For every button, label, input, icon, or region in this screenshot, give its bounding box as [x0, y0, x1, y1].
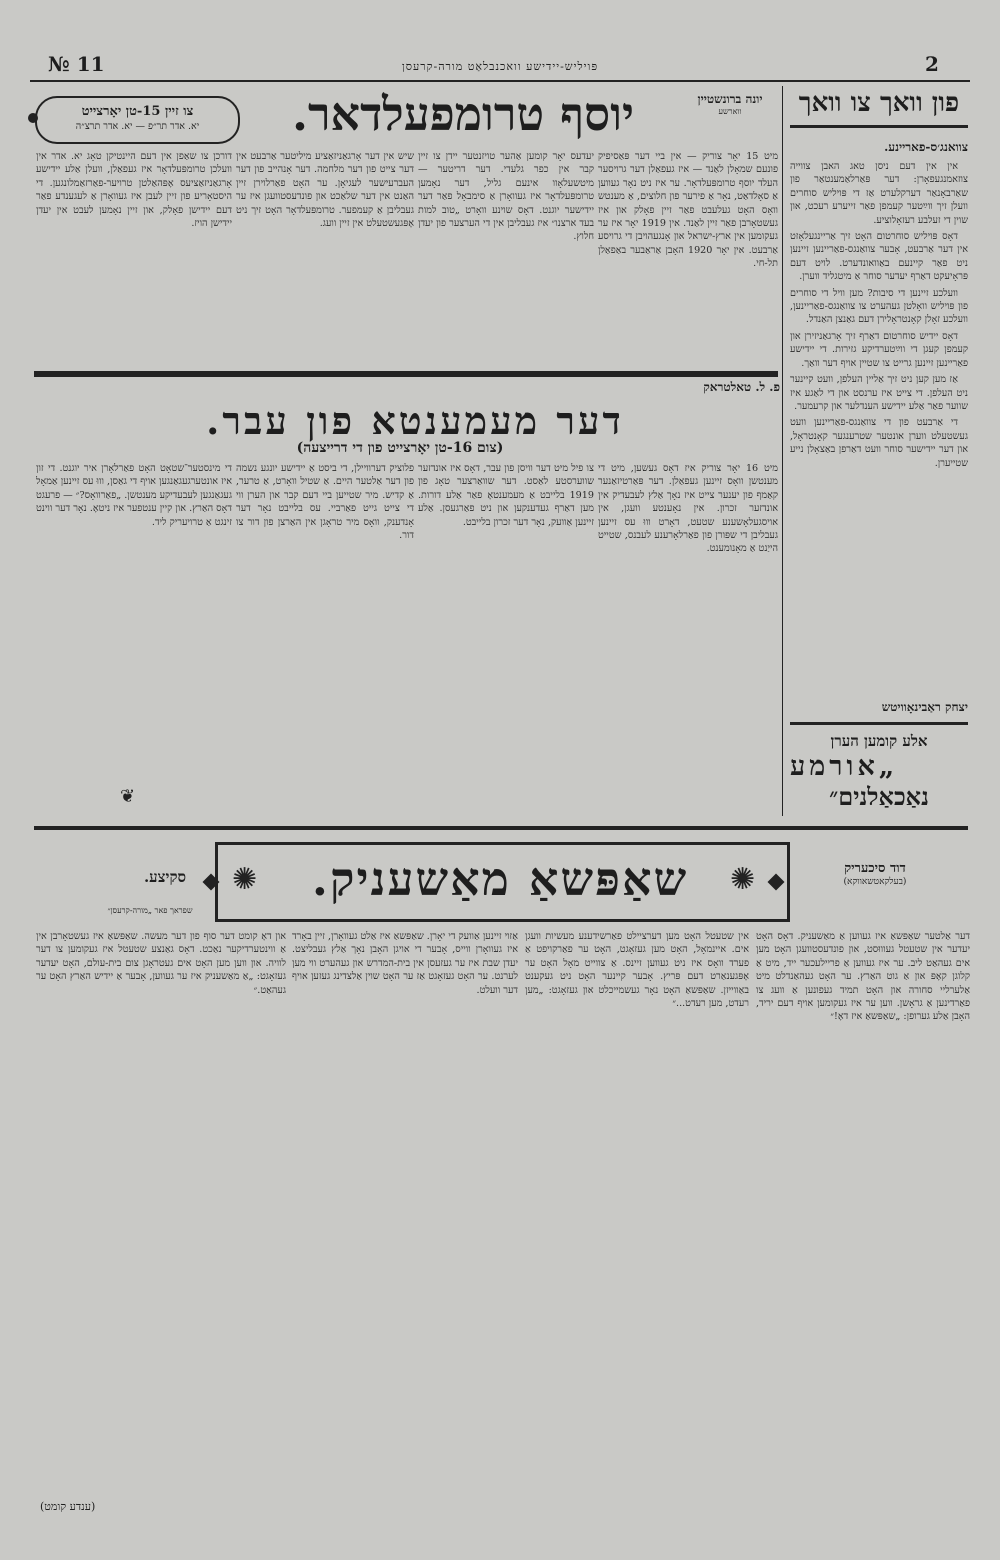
story-author: דוד סיכעריק	[844, 861, 906, 876]
trumpeldor-col-3: שיש אין דער אָרגאַניזאַציע מיליטער אַרבעט אין דער צייט פון דער מלחמה. דער אָנהייב פון דער העברעישער לעגיאָן. ער האָט פאַרלוירן זיין האַנט אין דער שלאַכט און פונדעסטוועגן איז ער געבליבן אַ קעמפער. טרומפּעלדאָר האָט זיך ניט אָפּגעשטעלט אין זיין וועג.	[236, 151, 414, 230]
weekly-column-subtitle: צוואנג׳ס-פאריינע.	[884, 140, 968, 154]
story-col-2: אין שטעטל האָט מען דערציילט פאַרשידענע מעשיות וועגן אים. איינמאָל, האָט מען געזאָגט, האָט ער פאַרקויפט אַ פערד וואָס איז ניט געווען זיינס. אַ צווייט מאָל האָט ער אָפּגענאַרט דעם פּריץ. אָבער קיינער האָט ניט געקענט באַווייזן. שאַפּשאַ האָט נאָר געשמייכלט און געזאָגט: „מען רעדט, מען רעדט...״	[525, 931, 749, 1010]
paragraph: דאָס יידיש סוחרטום דאַרף זיך אָרגאַניזירן און קעמפן קעגן די ווײַטערדיקע גזירות. די יידישע פאַריינען זיינען גרייט צו שטיין אויף דער וואַך.	[790, 330, 968, 369]
weekly-column-title: פון וואך צו וואך	[798, 88, 960, 118]
paragraph: אַז מען קען ניט זיך אַליין העלפן, וועט קיינער ניט העלפן. די צייט איז ערנסט און די לאַגע איז שווער פאַר אַלע יידישע הענדלער און קרעמער.	[790, 374, 968, 412]
memento-col-1: מיט 16 יאָר צוריק איז דאָס געשען, מיט די מענטשן וואָס זיינען געפאַלן. דער פּאַרטיזאַנער קאַמף פון יענער צייט איז נאָך אַלץ לעבעדיק אין אונדזער זכרון. אין נאָענטע וועגן, אין אויסגעלאָשענע שטעט, דאָרט וווּ עס זיינען געבליבן די שפּורן פון פאַרלאָרענע לעבנס, שטייט הייַנט אַ מאָנומענט.	[598, 463, 778, 555]
byline-name: יונה ברונשטיין	[697, 92, 763, 106]
memento-col-2: צו פיל מיט דער וויסן פון עבר, דאָס איז אונדזער שווערסטע לאַסט. דער שוואַרצער טאָג פון 1919 בלייבט אַ מעמענטאָ פאַר אַלע דורות. מען דאַרף געדענקען און ניט פאַרגעסן. אַלע זיינען אַוועק, נאָר דער זכרון בלייבט.	[418, 463, 594, 528]
ad-line-2: „אורמע	[790, 751, 899, 782]
column-divider	[782, 86, 783, 816]
story-byline	[800, 860, 950, 887]
weekly-column-header	[790, 88, 968, 128]
story-title: שאַפּשאַ מאַשעניק.	[311, 852, 689, 906]
trumpeldor-col-1: מיט 15 יאָר צוריק — אין ביי דער פּאַסיפיק פונעם שמאָלן לאַנד — איז געפאַלן דער גרויסער העלד יוסף טרומפּעלדאָר. ער איז ניט נאָר געווען אַ סאָלדאַט, נאָר אַ פירער פון חלוצים, אַ מענטש וואָס האָט געלעבט פאַר זיין פאָלק און איז געשטאָרבן פאַר זיין לאַנד. אין 1919 יאָר איז ער געקומען אין ארץ-ישראל און אָנגעהויבן די גרויסע אַרבעט. אין יאָר 1920 האָבן אַראַבער באַפאַלן תל-חי.	[598, 151, 778, 270]
weekly-column-body	[790, 160, 968, 695]
paragraph: די אַרבעט פון די צוואַנגס-פאַריינען וועט געשטעלט ווערן אונטער שטרענגער קאָנטראָל, און דער יידישער סוחר וועט דאַרפן באַצאָלן נייע שטייערן.	[790, 417, 968, 469]
story-col-1: דער אַלטער שאַפּשאַ איז געווען אַ מאַשעניק. דאָס האָט יעדער אין שטעטל געוווּסט, און פונדעסטוועגן האָט מען אים געהאַט ליב. ער איז געווען אַ פריילעכער ייד, מיט אַ קלוגן קאָפּ און אַ גוט האַרץ. ער האָט געהאַנדלט מיט אַלערליי סחורה און האָט תמיד געפונען אַ וועג צו פאַרדינען אַ גראָשן. ווען ער איז געקומען אויף דעם יריד, האָבן אַלע גערופן: „שאַפּשאַ איז דאָ!״	[756, 931, 970, 1023]
byline-city: ווארשע	[718, 107, 742, 116]
ad-line-1: אלע קומען הערן	[830, 732, 928, 750]
paragraph: אין אין דעם ניסן טאג האבן צווייה צוזאמנגעפאָרן: דער פּאַרלאַמענטאַר פון שאַרבאָנאַר דערקלערט אַז די פּויליש סוחרים וועלן זיך ווײַטער קעמפן פאַר זייערע רעכט, און שוין די זעלבע רעזאָלוציע.	[790, 161, 968, 226]
header-rule	[30, 80, 970, 82]
story-closing: (ענדע קומט)	[40, 1500, 96, 1513]
paragraph: וועלכע זיינען די סיבות? מען וויל די סוחרים פון פּויליש וואָלטן געהערט צו צוואַנגס-פאַריינען, וועלכע זאָלן קאָנטראָלירן דעם גאַנצן האַנדל.	[790, 287, 968, 326]
story-note: שפראך פאר „מורה-קרעסן״	[107, 906, 193, 915]
paragraph: דאָס פּויליש סוחרטום האָט זיך אַריינגעלאָזט אין דער אַרבעט, אָבער צוואַנגס-פאַריינען זיינען ניט פאַר קיינעם באַוואונדערט. לויט דעם פּראָיעקט דאַרף יעדער סוחר אַ מיטגליד ווערן.	[790, 231, 968, 283]
yahrzeit-side-box	[35, 96, 240, 144]
weekly-column-signature: יצחק ראַבינאָוויטש	[881, 700, 968, 714]
yahrzeit-line-2: יא. אדר תר״פ — יא. אדר תרצ״ה	[75, 121, 200, 132]
ad-line-3: נאַכאַלנים״	[829, 782, 929, 811]
star-ornament-icon: ✺	[232, 862, 258, 897]
trumpeldor-byline	[680, 92, 780, 116]
bullet-ornament	[28, 113, 38, 123]
section-rule	[34, 371, 778, 377]
trumpeldor-col-4: דורכן צו שאַפן אין דעם היינטיקן טאָג יא. אדר אין וועלכן טרומפּעלדאָר איז געפאַלן, וועלן אַלע יידישע אָרגאַניזאַציעס אָפּהאַלטן טרויער-פאַרזאַמלונגען. די היסטאָריע פון זיין לעבן איז געוואָרן אַ לעגענדע פאַר דעם יידישן פאָלק, און זיין נאָמען לעבט אין יעדן יידישן הויז.	[36, 151, 232, 230]
story-col-3: אַזוי זיינען אַוועק די יאָרן. שאַפּשאַ איז אַלט געוואָרן, זיין באָרד איז געוואָרן ווייס, אָבער די אויגן האָבן נאָך אַלץ געבליצט. יעדן שבת איז ער געזעסן אין בית-המדרש און געהערט ווי מען לערנט. ער האָט געזאָגט אַז ער האָט שוין אַלצדינג געזען אויף דער וועלט.	[292, 931, 518, 996]
memento-title: דער מעמענטא פון עבר.	[206, 398, 624, 443]
weekly-column-rule	[790, 722, 968, 725]
star-ornament-icon: ✺	[730, 862, 756, 897]
memento-col-3: פלוציק דערוויילן, די ביסט אַ יידישע יונגע נשמה פון דער אַלטער היים. אַ שטיל וואָרט, אַ טרער, אַ קדיש. מיר שטייען ביי דעם קבר און הערן ווי די צייט גייט פאַרביי. עס בלייבט נאָר דער אָנדענק, וואָס מיר טראָגן אין האַרצן פון דור צו דור.	[236, 463, 414, 542]
yahrzeit-line-1: צו זיין 15-טן יאָרצייט	[81, 104, 194, 119]
issue-number: № 11	[48, 52, 105, 76]
masthead: פּויליש-יידישע וואכנבלאַט מורה-קרעסן	[401, 60, 599, 73]
divider-ornament-icon: ❦	[120, 786, 136, 807]
story-genre: סקיצע.	[143, 868, 187, 886]
memento-col-4: די מינסטער־שטאָט האָט פאַרלאָרן איר יוגנט. די זון איז אונטערגעגאַנגען אויף די גאַסן, וווּ עס זיינען אַמאָל געגאַנגען לעבעדיקע מענטשן. „פאַרוואָס?״ — פרעגט דאָס האַרץ. און קיין ענטפער איז ניטאָ. נאָר דער ווינט זינגט אַ טרויעריק ליד.	[36, 463, 232, 528]
trumpeldor-title: יוסף טרומפעלדאר.	[291, 87, 635, 141]
memento-subtitle: (צום 16-טן יאָרצייט פון די דרייצעה)	[296, 440, 504, 456]
story-col-4: און דאָ קומט דער סוף פון דער מעשה. שאַפּשאַ איז געשטאָרבן אין אַ ווינטערדיקער נאַכט. דאָס גאַנצע שטעטל איז געקומען צו דער לוויה. און ווען מען האָט אים געטראָגן צום בית-עולם, האָט יעדער געזאָגט: „אַ מאַשעניק איז ער געווען, אָבער אַ יידיש האַרץ האָט ער געהאַט.״	[36, 931, 286, 996]
trumpeldor-col-2: יעדעס יאָר קומען אַהער טויזנטער יידן צו זיין קבר אין כפר גלעדי. דער דריטער — מיטשעלאָוו אינעם גליל, דער נאָמען טרומפּעלדאָר איז געוואָרן אַ סימבאָל פאַר דער יידישער יוגנט. דאָס שוינע וואָרט „טוב למות בעד ארצנו״ איז געבליבן אין די הערצער פון יעדן חלוץ.	[418, 151, 594, 243]
ad-box	[790, 732, 968, 812]
page-section-rule	[34, 826, 968, 830]
page-number: 2	[925, 52, 939, 76]
story-author-city: (בעלקאטשאווקא)	[843, 877, 907, 887]
memento-byline: פ. ל. טאלטראק	[703, 380, 780, 394]
